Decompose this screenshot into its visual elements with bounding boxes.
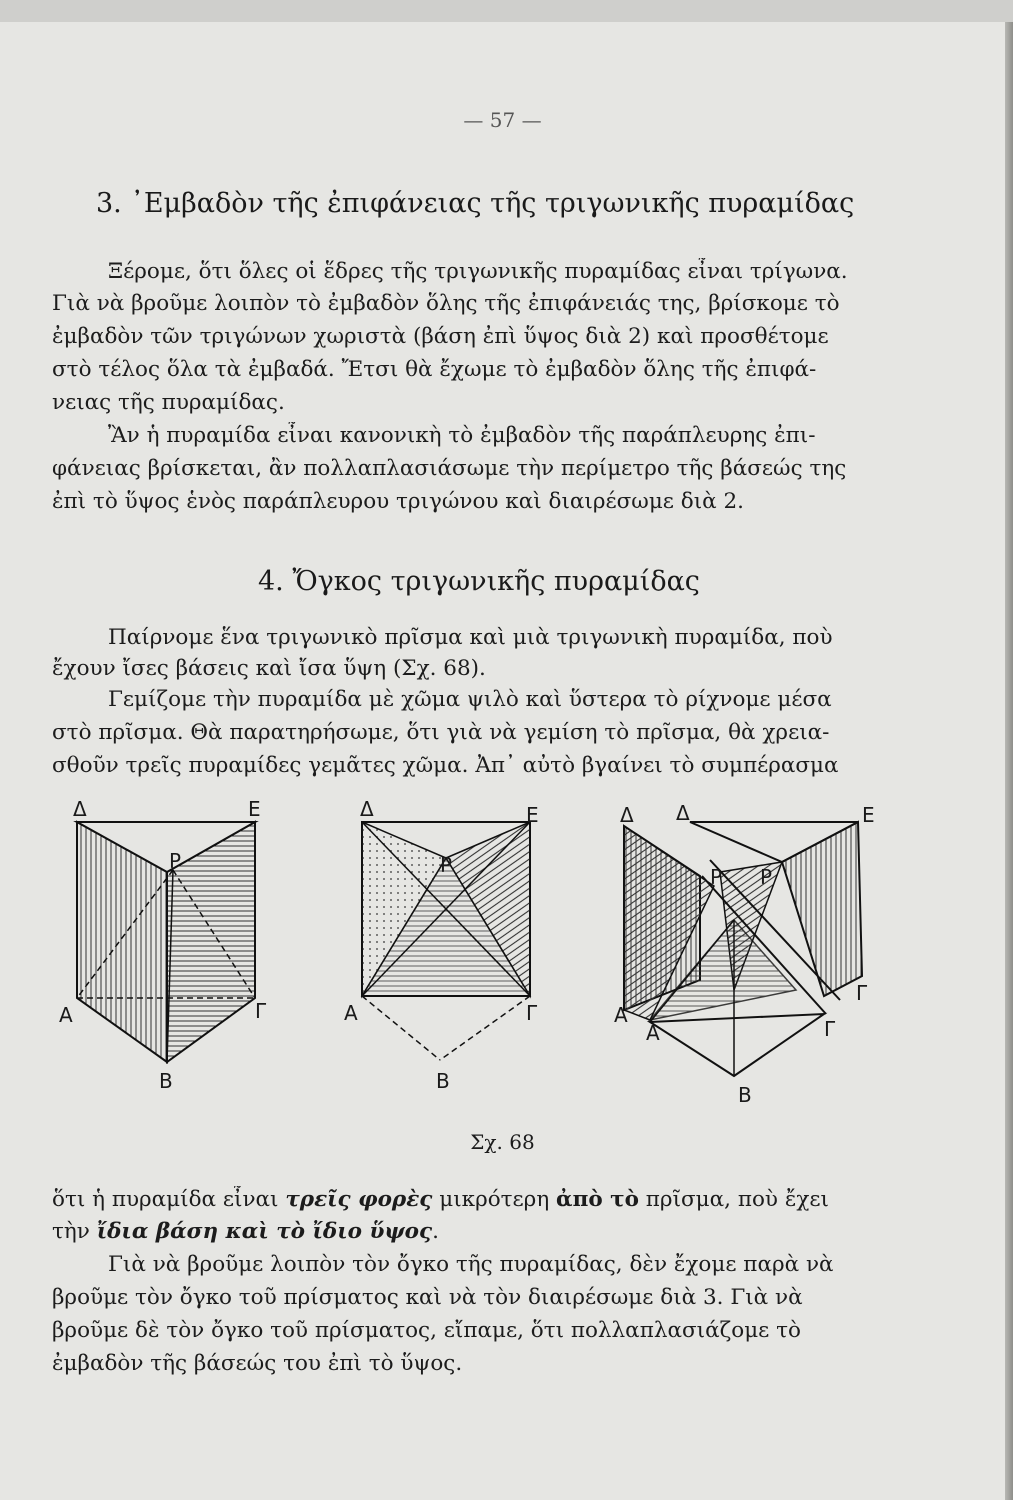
text-line: ἔχουν ἴσες βάσεις καὶ ἴσα ὕψη (Σχ. 68).	[52, 656, 486, 681]
label-rho: Ρ	[440, 853, 453, 877]
text-line: στὸ πρῖσμα. Θὰ παρατηρήσωμε, ὅτι γιὰ νὰ γεμίση τὸ πρῖσμα, θὰ χρεια-	[52, 720, 830, 745]
text-line: Γιὰ νὰ βροῦμε λοιπὸν τὸν ὄγκο τῆς πυραμίδας, δὲν ἔχομε παρὰ νὰ	[108, 1252, 834, 1277]
text-line: φάνειας βρίσκεται, ἂν πολλαπλασιάσωμε τὴν περίμετρο τῆς βάσεώς της	[52, 456, 847, 481]
text-line: βροῦμε τὸν ὄγκο τοῦ πρίσματος καὶ νὰ τὸν διαιρέσωμε διὰ 3. Γιὰ νὰ	[52, 1285, 803, 1310]
text-line: Ξέρομε, ὅτι ὅλες οἱ ἕδρες τῆς τριγωνικῆς πυραμίδας εἶναι τρίγωνα.	[108, 259, 848, 284]
label-rho-2: Ρ	[760, 865, 773, 889]
text-line: ἐμβαδὸν τῶν τριγώνων χωριστὰ (βάση ἐπὶ ὕψος διὰ 2) καὶ προσθέτομε	[52, 324, 829, 349]
label-delta: Δ	[360, 800, 374, 821]
label-epsilon: Ε	[862, 803, 875, 827]
label-gamma: Γ	[255, 999, 267, 1023]
label-gamma: Γ	[526, 1001, 538, 1025]
text-line: στὸ τέλος ὅλα τὰ ἐμβαδά. Ἔτσι θὰ ἔχωμε τὸ ἐμβαδὸν ὅλης τῆς ἐπιφά-	[52, 357, 817, 382]
text-line: Παίρνομε ἕνα τριγωνικὸ πρῖσμα καὶ μιὰ τριγωνικὴ πυραμίδα, ποὺ	[108, 625, 833, 650]
text-line: νειας τῆς πυραμίδας.	[52, 390, 285, 415]
pyramid-base	[650, 1014, 824, 1076]
text-line: Γιὰ νὰ βροῦμε λοιπὸν τὸ ἐμβαδὸν ὅλης τῆς ἐπιφάνειάς της, βρίσκομε τὸ	[52, 291, 840, 316]
label-alpha-1: Α	[614, 1003, 628, 1027]
figure-prism-1	[55, 800, 295, 1100]
label-gamma-2: Γ	[824, 1017, 836, 1041]
page-number: — 57 —	[463, 108, 542, 132]
text-line: Ἂν ἡ πυραμίδα εἶναι κανονικὴ τὸ ἐμβαδὸν τῆς παράπλευρης ἐπι-	[108, 423, 816, 448]
text-line: ἐπὶ τὸ ὕψος ἑνὸς παράπλευρου τριγώνου καὶ διαιρέσωμε διὰ 2.	[52, 489, 745, 514]
figure-prism-3	[610, 800, 890, 1110]
figure-caption: Σχ. 68	[470, 1130, 535, 1154]
label-delta-2: Δ	[676, 801, 690, 825]
text-line: βροῦμε δὲ τὸν ὄγκο τοῦ πρίσματος, εἴπαμε, ὅτι πολλαπλασιάζομε τὸ	[52, 1318, 801, 1343]
text-line: ὅτι ἡ πυραμίδα εἶναι τρεῖς φορὲς μικρότερη ἀπὸ τὸ πρῖσμα, ποὺ ἔχει	[52, 1187, 829, 1212]
label-alpha: Α	[59, 1003, 73, 1027]
text-line: Γεμίζομε τὴν πυραμίδα μὲ χῶμα ψιλὸ καὶ ὕστερα τὸ ρίχνομε μέσα	[108, 687, 832, 712]
label-epsilon: Ε	[248, 800, 261, 821]
label-rho: Ρ	[169, 849, 182, 873]
label-alpha-2: Α	[646, 1021, 660, 1045]
label-rho-1: Ρ	[710, 865, 723, 889]
label-beta: Β	[159, 1069, 173, 1093]
label-delta: Δ	[73, 800, 87, 821]
section-4-title: 4. Ὄγκος τριγωνικῆς πυραμίδας	[258, 566, 700, 597]
page-edge	[1005, 22, 1013, 1500]
text-line: ἐμβαδὸν τῆς βάσεώς του ἐπὶ τὸ ὕψος.	[52, 1351, 463, 1376]
label-beta: Β	[436, 1069, 450, 1093]
label-gamma-1: Γ	[856, 981, 868, 1005]
text-line: τὴν ἴδια βάση καὶ τὸ ἴδιο ὕψος.	[52, 1219, 439, 1244]
label-beta: Β	[738, 1083, 752, 1107]
section-3-title: 3. ᾽Εμβαδὸν τῆς ἐπιφάνειας τῆς τριγωνικῆς πυραμίδας	[96, 188, 855, 219]
text-line: σθοῦν τρεῖς πυραμίδες γεμᾶτες χῶμα. Ἀπ᾽ αὐτὸ βγαίνει τὸ συμπέρασμα	[52, 753, 839, 778]
figure-prism-2	[340, 800, 560, 1100]
label-alpha: Α	[344, 1001, 358, 1025]
label-delta-1: Δ	[620, 803, 634, 827]
label-epsilon: Ε	[526, 803, 539, 827]
